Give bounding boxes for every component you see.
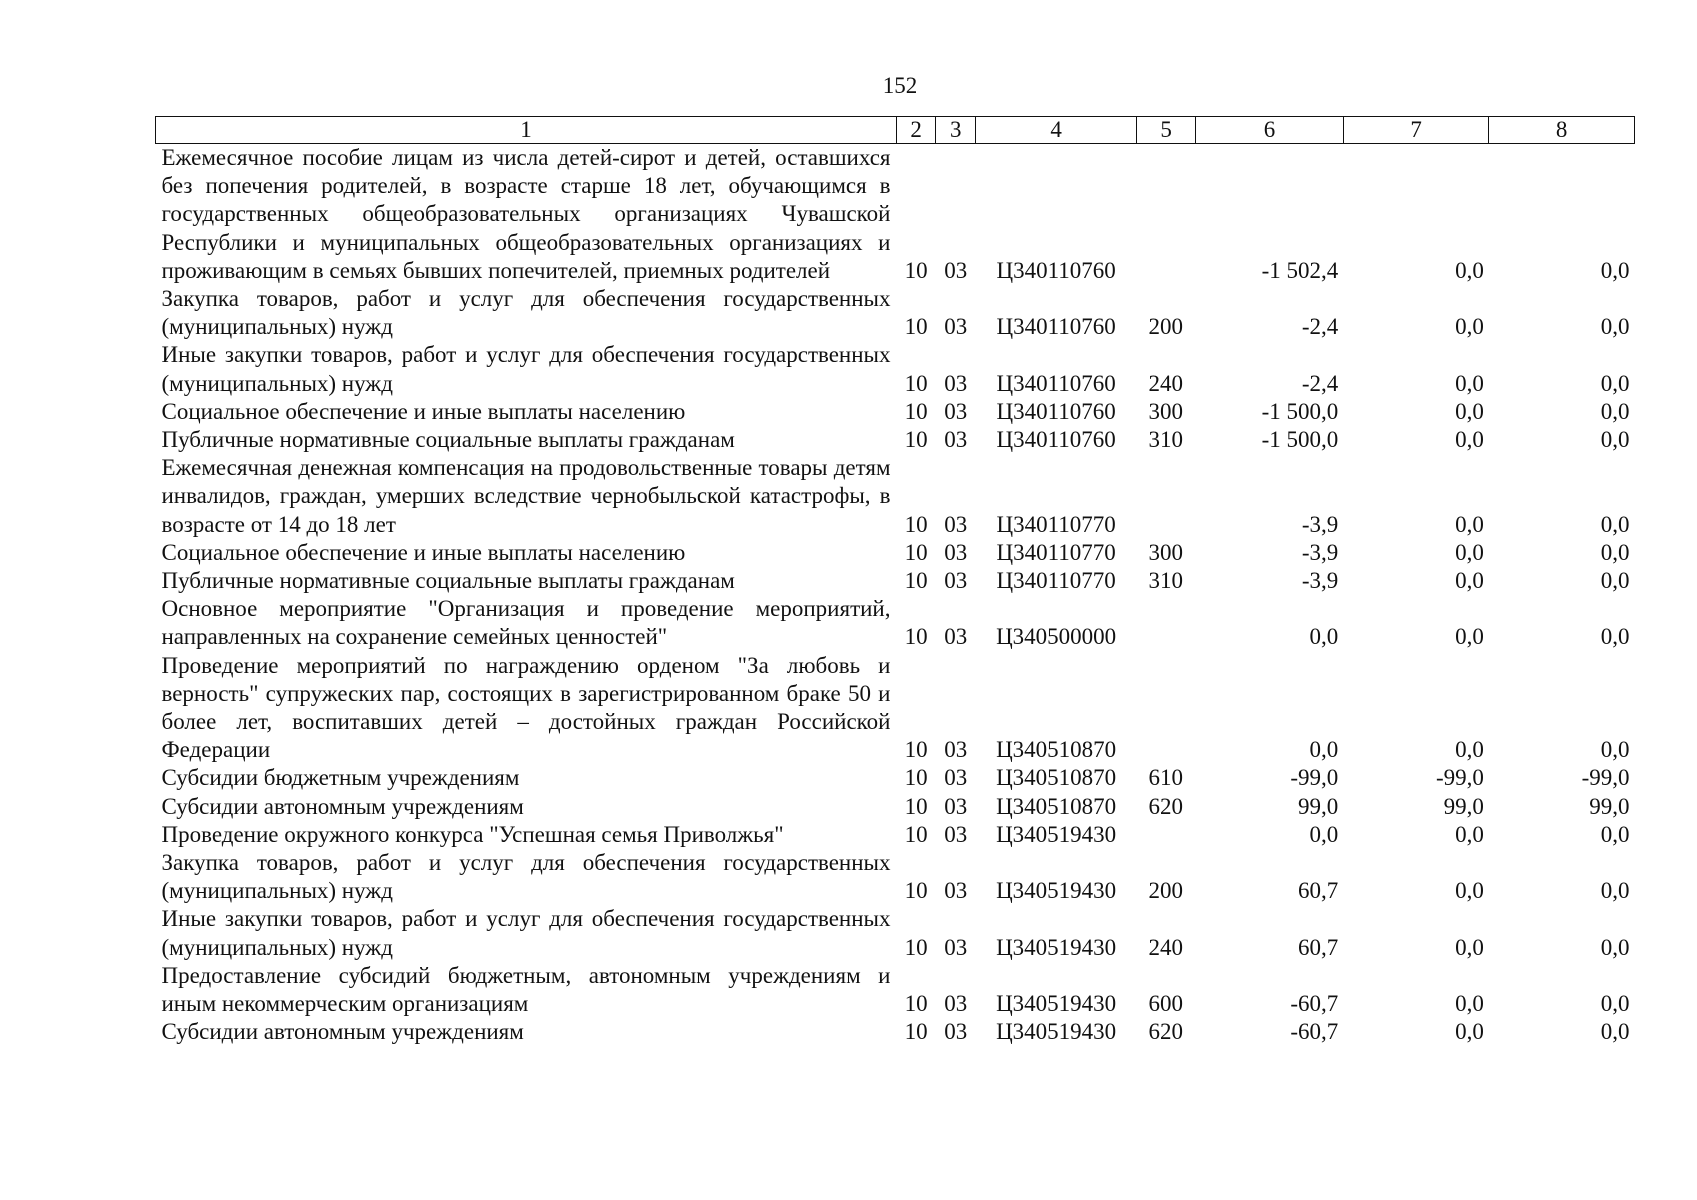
- table-row: [156, 341, 1635, 397]
- row-value-col6-cell: 0,0: [1309, 624, 1339, 650]
- row-value-col6-cell: -2,4: [1301, 314, 1339, 340]
- row-value-col8-cell: 0,0: [1600, 370, 1630, 396]
- table-row: [156, 1018, 1635, 1046]
- table-row: [156, 793, 1635, 821]
- row-section-cell: 10: [904, 878, 928, 904]
- row-name-cell: Иные закупки товаров, работ и услуг для обеспечения государственных (муниципальных) нужд: [161, 906, 891, 960]
- row-expense-type-cell: 610: [1148, 765, 1183, 791]
- row-code-cell: Ц340110770: [996, 511, 1116, 537]
- row-section-cell: 10: [904, 793, 928, 819]
- header-cell-1: 1: [156, 117, 897, 144]
- row-expense-type-cell: 300: [1148, 539, 1183, 565]
- row-value-col6-cell: -3,9: [1301, 511, 1339, 537]
- row-code-cell: Ц340110760: [996, 398, 1116, 424]
- row-subsection-cell: 03: [944, 765, 968, 791]
- row-subsection-cell: 03: [944, 370, 968, 396]
- row-value-col8-cell: 0,0: [1600, 991, 1630, 1017]
- row-value-col7-cell: 0,0: [1455, 257, 1484, 283]
- row-code-cell: Ц340519430: [996, 878, 1117, 904]
- row-section-cell: 10: [904, 427, 928, 453]
- table-row: [156, 426, 1635, 454]
- row-value-col7-cell: 0,0: [1455, 737, 1484, 763]
- row-subsection-cell: 03: [944, 511, 968, 537]
- table-row: [156, 285, 1635, 341]
- row-value-col7-cell: 0,0: [1455, 427, 1484, 453]
- row-value-col6-cell: -2,4: [1301, 370, 1339, 396]
- row-subsection-cell: 03: [944, 737, 968, 763]
- row-subsection-cell: 03: [944, 793, 968, 819]
- row-expense-type-cell: 620: [1148, 1019, 1183, 1045]
- row-value-col7-cell: 0,0: [1455, 934, 1484, 960]
- row-code-cell: Ц340519430: [996, 934, 1117, 960]
- row-subsection-cell: 03: [944, 568, 968, 594]
- row-section-cell: 10: [904, 624, 928, 650]
- table-row: [156, 144, 1635, 286]
- row-section-cell: 10: [904, 737, 928, 763]
- header-cell-5: 5: [1136, 117, 1195, 144]
- row-value-col8-cell: 0,0: [1600, 427, 1630, 453]
- row-value-col8-cell: 0,0: [1600, 568, 1630, 594]
- table-row: [156, 821, 1635, 849]
- row-value-col8-cell: -99,0: [1581, 765, 1630, 791]
- row-value-col7-cell: 0,0: [1455, 568, 1484, 594]
- row-value-col6-cell: -99,0: [1290, 765, 1339, 791]
- row-value-col7-cell: 0,0: [1455, 991, 1484, 1017]
- row-value-col6-cell: -1 500,0: [1261, 427, 1339, 453]
- row-name-cell: Закупка товаров, работ и услуг для обеспечения государственных (муниципальных) нужд: [161, 850, 891, 904]
- row-value-col8-cell: 0,0: [1600, 398, 1630, 424]
- row-code-cell: Ц340510870: [996, 765, 1117, 791]
- row-value-col7-cell: 0,0: [1455, 1019, 1484, 1045]
- row-section-cell: 10: [904, 539, 928, 565]
- table-row: [156, 962, 1635, 1018]
- row-name-cell: Публичные нормативные социальные выплаты гражданам: [161, 568, 735, 594]
- row-expense-type-cell: [1136, 821, 1195, 849]
- row-value-col6-cell: -3,9: [1301, 539, 1339, 565]
- row-value-col8-cell: 0,0: [1600, 934, 1630, 960]
- row-name-cell: Субсидии бюджетным учреждениям: [161, 765, 520, 791]
- table-row: [156, 595, 1635, 651]
- row-value-col6-cell: 60,7: [1298, 934, 1339, 960]
- row-expense-type-cell: 300: [1148, 398, 1183, 424]
- row-subsection-cell: 03: [944, 539, 968, 565]
- row-section-cell: 10: [904, 568, 928, 594]
- row-code-cell: Ц340500000: [996, 624, 1117, 650]
- row-code-cell: Ц340510870: [996, 737, 1117, 763]
- row-value-col7-cell: 0,0: [1455, 370, 1484, 396]
- row-value-col7-cell: 0,0: [1455, 624, 1484, 650]
- row-code-cell: Ц340110770: [996, 568, 1116, 594]
- row-section-cell: 10: [904, 821, 928, 847]
- row-section-cell: 10: [904, 370, 928, 396]
- row-subsection-cell: 03: [944, 427, 968, 453]
- row-value-col7-cell: 0,0: [1455, 821, 1484, 847]
- row-expense-type-cell: 200: [1148, 878, 1183, 904]
- row-value-col6-cell: -60,7: [1290, 991, 1339, 1017]
- row-expense-type-cell: [1136, 595, 1195, 651]
- row-section-cell: 10: [904, 765, 928, 791]
- row-name-cell: Публичные нормативные социальные выплаты гражданам: [161, 427, 735, 453]
- row-name-cell: Ежемесячная денежная компенсация на продовольственные товары детям инвалидов, граждан, умерших вследствие чернобыльской катастрофы, в возрасте от 14 до 18 лет: [161, 455, 891, 537]
- row-subsection-cell: 03: [944, 624, 968, 650]
- row-code-cell: Ц340110760: [996, 257, 1116, 283]
- row-value-col7-cell: 99,0: [1443, 793, 1484, 819]
- row-expense-type-cell: [1136, 652, 1195, 765]
- row-value-col8-cell: 99,0: [1589, 793, 1630, 819]
- row-subsection-cell: 03: [944, 878, 968, 904]
- row-name-cell: Социальное обеспечение и иные выплаты населению: [161, 539, 686, 565]
- row-value-col6-cell: -3,9: [1301, 568, 1339, 594]
- row-value-col6-cell: 0,0: [1309, 737, 1339, 763]
- row-name-cell: Закупка товаров, работ и услуг для обеспечения государственных (муниципальных) нужд: [161, 286, 891, 340]
- row-section-cell: 10: [904, 1019, 928, 1045]
- header-row: [156, 117, 1635, 144]
- row-name-cell: Проведение мероприятий по награждению орденом "За любовь и верность" супружеских пар, состоящих в зарегистрированном браке 50 и более лет, воспитавших детей – достойных граждан Российской Федерации: [161, 652, 891, 763]
- row-value-col8-cell: 0,0: [1600, 624, 1630, 650]
- row-value-col8-cell: 0,0: [1600, 539, 1630, 565]
- row-section-cell: 10: [904, 934, 928, 960]
- row-value-col7-cell: 0,0: [1455, 539, 1484, 565]
- table-row: [156, 539, 1635, 567]
- row-name-cell: Предоставление субсидий бюджетным, автономным учреждениям и иным некоммерческим организациям: [161, 962, 891, 1017]
- row-name-cell: Проведение окружного конкурса "Успешная семья Приволжья": [161, 821, 784, 847]
- row-subsection-cell: 03: [944, 934, 968, 960]
- row-value-col6-cell: 0,0: [1309, 821, 1339, 847]
- row-code-cell: Ц340110770: [996, 539, 1116, 565]
- row-value-col7-cell: 0,0: [1455, 314, 1484, 340]
- table-row: [156, 764, 1635, 792]
- header-cell-7: 7: [1343, 117, 1489, 144]
- row-section-cell: 10: [904, 398, 928, 424]
- row-code-cell: Ц340510870: [996, 793, 1117, 819]
- table-row: [156, 905, 1635, 961]
- row-name-cell: Социальное обеспечение и иные выплаты населению: [161, 398, 686, 424]
- row-code-cell: Ц340110760: [996, 427, 1116, 453]
- row-subsection-cell: 03: [944, 1019, 968, 1045]
- row-value-col8-cell: 0,0: [1600, 511, 1630, 537]
- row-code-cell: Ц340519430: [996, 991, 1117, 1017]
- row-expense-type-cell: 240: [1148, 370, 1183, 396]
- row-name-cell: Субсидии автономным учреждениям: [161, 1019, 524, 1045]
- row-name-cell: Субсидии автономным учреждениям: [161, 793, 524, 819]
- row-expense-type-cell: 240: [1148, 934, 1183, 960]
- row-value-col6-cell: -1 502,4: [1261, 257, 1339, 283]
- table-row: [156, 652, 1635, 765]
- row-value-col8-cell: 0,0: [1600, 821, 1630, 847]
- row-expense-type-cell: 600: [1148, 991, 1183, 1017]
- row-name-cell: Основное мероприятие "Организация и проведение мероприятий, направленных на сохранение семейных ценностей": [161, 596, 891, 650]
- row-value-col8-cell: 0,0: [1600, 878, 1630, 904]
- row-name-cell: Ежемесячное пособие лицам из числа детей-сирот и детей, оставшихся без попечения родителей, в возрасте старше 18 лет, обучающимся в государственных общеобразовательных организациях Чувашской Республики и муниципальных общеобразовательных организациях и проживающим в семьях бывших попечителей, приемных родителей: [161, 145, 891, 283]
- row-value-col6-cell: 60,7: [1298, 878, 1339, 904]
- row-expense-type-cell: 310: [1148, 427, 1183, 453]
- table-row: [156, 398, 1635, 426]
- row-value-col7-cell: 0,0: [1455, 878, 1484, 904]
- row-subsection-cell: 03: [944, 398, 968, 424]
- row-expense-type-cell: 200: [1148, 314, 1183, 340]
- row-value-col7-cell: 0,0: [1455, 511, 1484, 537]
- budget-table: [155, 116, 1635, 1047]
- page-number: 152: [882, 73, 918, 98]
- row-subsection-cell: 03: [944, 991, 968, 1017]
- header-cell-4: 4: [976, 117, 1137, 144]
- row-expense-type-cell: [1136, 144, 1195, 286]
- row-section-cell: 10: [904, 257, 928, 283]
- row-section-cell: 10: [904, 511, 928, 537]
- row-value-col6-cell: 99,0: [1298, 793, 1339, 819]
- row-expense-type-cell: 620: [1148, 793, 1183, 819]
- row-value-col8-cell: 0,0: [1600, 737, 1630, 763]
- row-value-col8-cell: 0,0: [1600, 314, 1630, 340]
- table-row: [156, 849, 1635, 905]
- header-cell-3: 3: [936, 117, 976, 144]
- row-subsection-cell: 03: [944, 257, 968, 283]
- row-section-cell: 10: [904, 314, 928, 340]
- header-cell-6: 6: [1196, 117, 1344, 144]
- row-value-col8-cell: 0,0: [1600, 1019, 1630, 1045]
- table-row: [156, 567, 1635, 595]
- row-subsection-cell: 03: [944, 314, 968, 340]
- row-section-cell: 10: [904, 991, 928, 1017]
- row-code-cell: Ц340110760: [996, 314, 1116, 340]
- row-expense-type-cell: [1136, 454, 1195, 539]
- row-code-cell: Ц340519430: [996, 821, 1117, 847]
- row-value-col6-cell: -60,7: [1290, 1019, 1339, 1045]
- row-name-cell: Иные закупки товаров, работ и услуг для обеспечения государственных (муниципальных) нужд: [161, 342, 891, 396]
- row-code-cell: Ц340110760: [996, 370, 1116, 396]
- row-subsection-cell: 03: [944, 821, 968, 847]
- row-expense-type-cell: 310: [1148, 568, 1183, 594]
- row-value-col6-cell: -1 500,0: [1261, 398, 1339, 424]
- row-code-cell: Ц340519430: [996, 1019, 1117, 1045]
- header-cell-8: 8: [1489, 117, 1635, 144]
- header-cell-2: 2: [897, 117, 936, 144]
- row-value-col7-cell: 0,0: [1455, 398, 1484, 424]
- row-value-col7-cell: -99,0: [1435, 765, 1484, 791]
- table-row: [156, 454, 1635, 539]
- row-value-col8-cell: 0,0: [1600, 257, 1630, 283]
